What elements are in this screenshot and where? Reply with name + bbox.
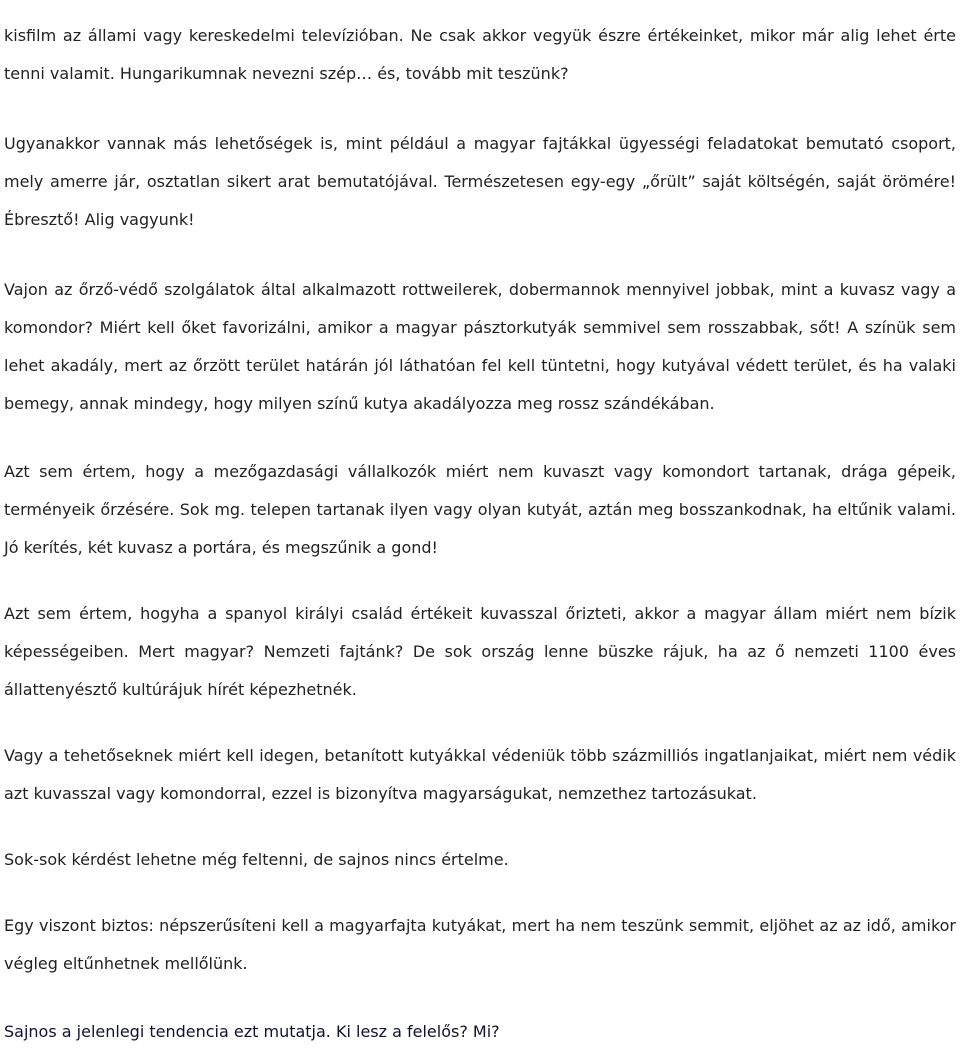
paragraph-6: Vagy a tehetőseknek miért kell idegen, betanított kutyákkal védeniük több százmilliós ingatlanjaikat, miért nem védik azt kuvasszal vagy komondorral, ezzel is bizonyítva magyarságukat, nemzethez tartozásukat. <box>4 746 956 803</box>
paragraph-9: Sajnos a jelenlegi tendencia ezt mutatja. Ki lesz a felelős? Mi? <box>4 1022 500 1041</box>
paragraph-4: Azt sem értem, hogy a mezőgazdasági vállalkozók miért nem kuvaszt vagy komondort tartanak, drága gépeik, terményeik őrzésére. Sok mg. telepen tartanak ilyen vagy olyan kutyát, aztán meg bosszankodnak, ha eltűnik valami. Jó kerítés, két kuvasz a portára, és megszűnik a gond! <box>4 462 956 557</box>
paragraph-1: kisfilm az állami vagy kereskedelmi televízióban. Ne csak akkor vegyük észre értékeinket, mikor már alig lehet érte tenni valamit. Hungarikumnak nevezni szép… és, tovább mit teszünk? <box>4 26 956 83</box>
paragraph-7: Sok-sok kérdést lehetne még feltenni, de sajnos nincs értelme. <box>4 850 509 869</box>
paragraph-3: Vajon az őrző-védő szolgálatok által alkalmazott rottweilerek, dobermannok mennyivel jobbak, mint a kuvasz vagy a komondor? Miért kell őket favorizálni, amikor a magyar pásztorkutyák semmivel sem rosszabbak, sőt! A színük sem lehet akadály, mert az őrzött terület határán jól láthatóan fel kell tüntetni, hogy kutyával védett terület, és ha valaki bemegy, annak mindegy, hogy milyen színű kutya akadályozza meg rossz szándékában. <box>4 280 956 413</box>
paragraph-8: Egy viszont biztos: népszerűsíteni kell a magyarfajta kutyákat, mert ha nem teszünk semmit, eljöhet az az idő, amikor végleg eltűnhetnek mellőlünk. <box>4 916 956 973</box>
paragraph-2: Ugyanakkor vannak más lehetőségek is, mint például a magyar fajtákkal ügyességi feladatokat bemutató csoport, mely amerre jár, osztatlan sikert arat bemutatójával. Természetesen egy-egy „őrült” saját költségén, saját örömére! Ébresztő! Alig vagyunk! <box>4 134 956 229</box>
paragraph-5: Azt sem értem, hogyha a spanyol királyi család értékeit kuvasszal őrizteti, akkor a magyar állam miért nem bízik képességeiben. Mert magyar? Nemzeti fajtánk? De sok ország lenne büszke rájuk, ha az ő nemzeti 1100 éves állattenyésztő kultúrájuk hírét képezhetnék. <box>4 604 956 699</box>
